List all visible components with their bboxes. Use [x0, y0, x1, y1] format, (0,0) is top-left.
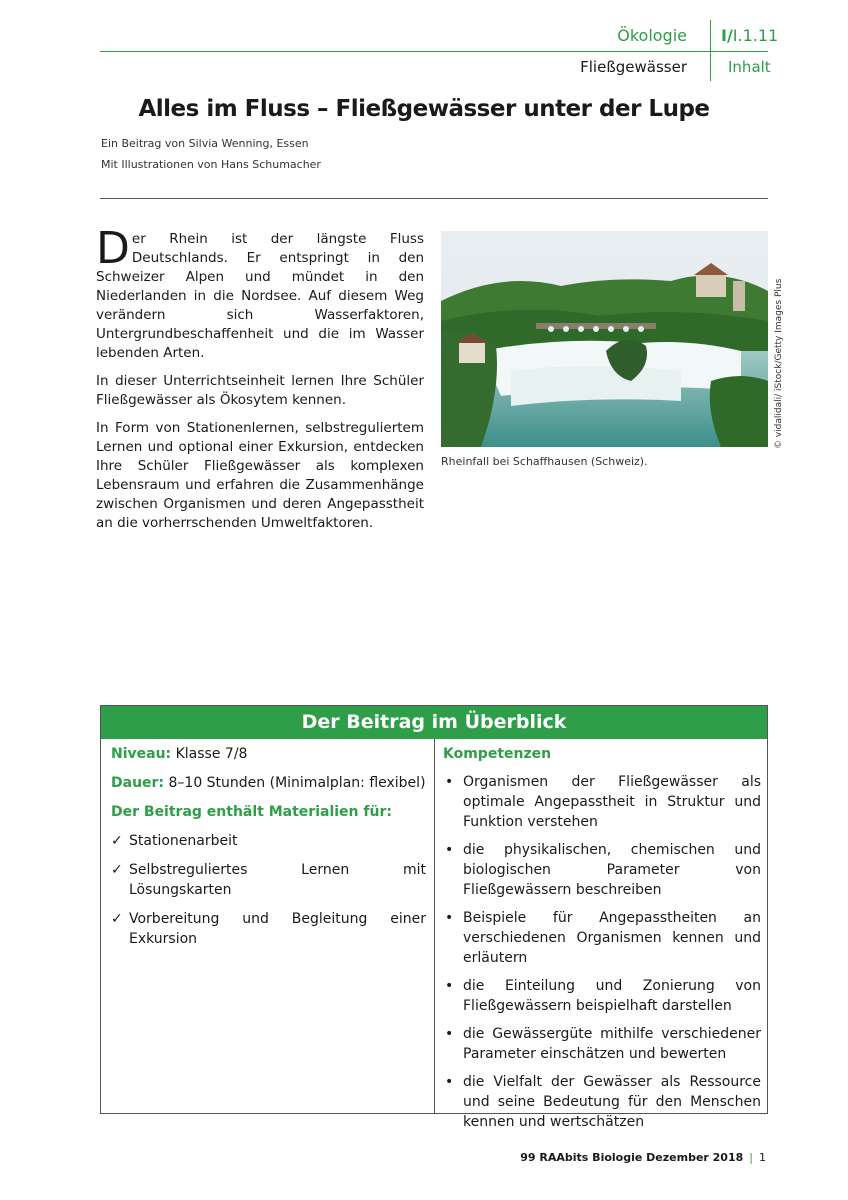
list-item [443, 1072, 761, 1132]
competency-text: die Vielfalt der Gewässer als Ressource und seine Bedeutung für den Menschen kennen und wertschätzen [463, 1074, 761, 1130]
bullet-icon: • [445, 1026, 454, 1042]
header-divider-horizontal [100, 51, 768, 52]
list-item [443, 1024, 761, 1064]
competency-text: die physikalischen, chemischen und biologischen Parameter von Fließgewässern beschreiben [463, 842, 761, 898]
list-item [111, 909, 426, 949]
page-number: 1 [759, 1151, 766, 1164]
materials-label: Der Beitrag enthält Materialien für: [111, 804, 392, 820]
bullet-icon: • [445, 774, 454, 790]
competency-text: Beispiele für Angepasstheiten an verschiedenen Organismen kennen und erläutern [463, 910, 761, 966]
intro-paragraph-1 [96, 223, 424, 363]
material-text: Stationenarbeit [129, 833, 238, 849]
header-code [721, 26, 778, 45]
photo-credit [770, 231, 786, 451]
list-item [111, 860, 426, 900]
list-item [443, 772, 761, 832]
title-separator [100, 198, 768, 199]
list-item [443, 976, 761, 1016]
checkmark-icon: ✓ [111, 911, 123, 927]
intro-paragraph-2: In dieser Unterrichtseinheit lernen Ihre Schüler Fließgewässer als Ökosytem kennen. [96, 373, 424, 408]
header-code-rest: I.1.11 [732, 26, 779, 45]
overview-heading: Der Beitrag im Überblick [101, 706, 767, 739]
waterfall-photo [441, 231, 768, 447]
overview-column-divider [434, 739, 435, 1113]
overview-box [100, 705, 768, 1130]
list-item [443, 908, 761, 968]
bullet-icon: • [445, 910, 454, 926]
material-text: Vorbereitung und Begleitung einer Exkursion [129, 911, 426, 947]
page-title: Alles im Fluss – Fließgewässer unter der Lupe [138, 96, 710, 122]
overview-left-column [111, 744, 426, 958]
footer-separator: | [749, 1151, 753, 1164]
header-topic: Fließgewässer [580, 58, 687, 76]
niveau-row [111, 744, 426, 764]
intro-paragraph-1-text: er Rhein ist der längste Fluss Deutschlands. Er entspringt in den Schweizer Alpen und mündet in den Niederlanden in die Nordsee. Auf diesem Weg verändern sich Wasserfaktoren, Untergrundbeschaffenheit und die im Wasser lebenden Arten. [96, 231, 424, 361]
photo-credit-text: © vidalidali/ iStock/Getty Images Plus [774, 278, 784, 449]
intro-text [96, 223, 424, 542]
dauer-value: 8–10 Stunden (Minimalplan: flexibel) [168, 775, 426, 791]
footer-issue: 99 RAAbits Biologie Dezember 2018 [520, 1151, 744, 1164]
list-item [443, 840, 761, 900]
author-line: Ein Beitrag von Silvia Wenning, Essen [101, 137, 309, 150]
bullet-icon: • [445, 978, 454, 994]
header-divider-vertical [710, 20, 711, 81]
checkmark-icon: ✓ [111, 862, 123, 878]
overview-right-column [443, 744, 761, 1140]
photo-caption: Rheinfall bei Schaffhausen (Schweiz). [441, 455, 648, 468]
page-footer [520, 1151, 766, 1164]
header-section: Inhalt [728, 58, 771, 76]
competencies-label: Kompetenzen [443, 746, 552, 762]
illustrations-line: Mit Illustrationen von Hans Schumacher [101, 158, 321, 171]
competency-text: die Einteilung und Zonierung von Fließgewässern beispielhaft darstellen [463, 978, 761, 1014]
header-subject: Ökologie [617, 26, 687, 45]
dauer-label: Dauer: [111, 775, 165, 791]
bullet-icon: • [445, 1074, 454, 1090]
niveau-value: Klasse 7/8 [175, 746, 248, 762]
competency-text: die Gewässergüte mithilfe verschiedener Parameter einschätzen und bewerten [463, 1026, 761, 1062]
competency-text: Organismen der Fließgewässer als optimale Angepasstheit in Struktur und Funktion verstehen [463, 774, 761, 830]
bullet-icon: • [445, 842, 454, 858]
header-code-bold: I/ [721, 26, 733, 45]
dauer-row [111, 773, 426, 793]
niveau-label: Niveau: [111, 746, 172, 762]
checkmark-icon: ✓ [111, 833, 123, 849]
intro-paragraph-3: In Form von Stationenlernen, selbstreguliertem Lernen und optional einer Exkursion, entdecken Ihre Schüler Fließgewässer als komplexen Lebensraum und erfahren die Zusammenhänge zwischen Organismen und deren Angepasstheit an die vorherrschenden Umweltfaktoren. [96, 420, 424, 531]
material-text: Selbstreguliertes Lernen mit Lösungskarten [129, 862, 426, 898]
dropcap: D [96, 223, 130, 274]
list-item [111, 831, 426, 851]
